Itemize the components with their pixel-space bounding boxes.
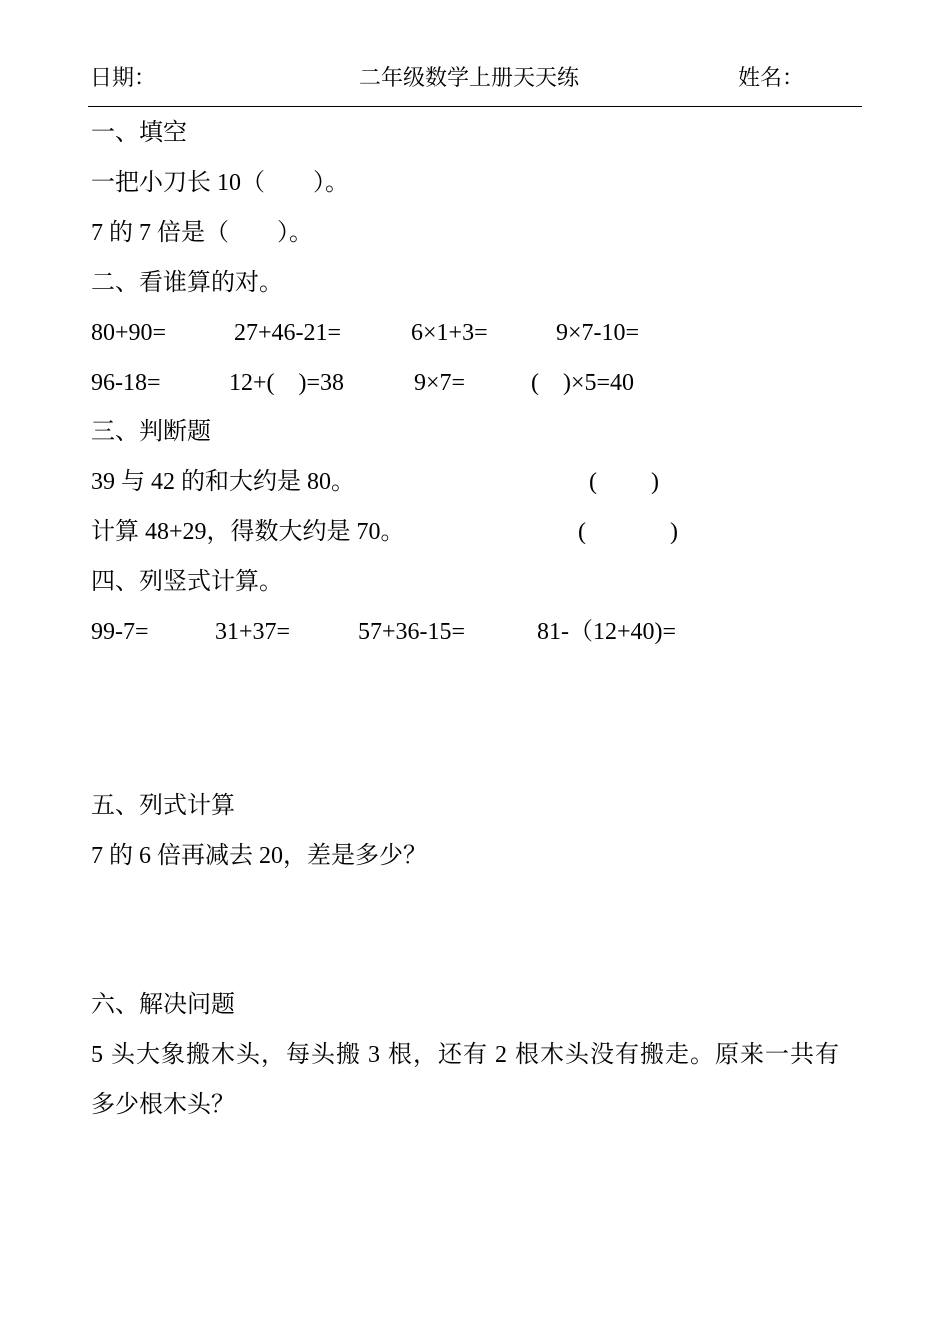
judgment-question-2: 计算 48+29，得数大约是 70。 — [91, 519, 405, 545]
header-divider — [88, 106, 862, 107]
section-1-heading: 一、填空 — [91, 120, 187, 146]
section-4-heading: 四、列竖式计算。 — [91, 569, 283, 595]
page-title: 二年级数学上册天天练 — [359, 66, 580, 91]
section-2-heading: 二、看谁算的对。 — [91, 270, 283, 296]
vertical-calc-item: 99-7= — [91, 619, 149, 645]
expression-question-1: 7 的 6 倍再减去 20，差是多少？ — [91, 843, 427, 869]
section-3-heading: 三、判断题 — [91, 419, 211, 445]
calc-item: 9×7= — [414, 370, 466, 396]
judgment-answer-bracket-1: ( ) — [589, 469, 659, 495]
judgment-question-1: 39 与 42 的和大约是 80。 — [91, 469, 355, 495]
calc-item: 9×7-10= — [556, 320, 640, 346]
calc-item: 27+46-21= — [234, 320, 342, 346]
fill-blank-question-2: 7 的 7 倍是（ ）。 — [91, 220, 313, 246]
vertical-calc-item: 81-（12+40)= — [537, 619, 677, 645]
calc-item: 96-18= — [91, 370, 161, 396]
vertical-calc-item: 57+36-15= — [358, 619, 466, 645]
calc-item: 12+( )=38 — [229, 370, 345, 396]
calc-item: ( )×5=40 — [531, 370, 635, 396]
name-label: 姓名： — [738, 66, 805, 91]
calc-item: 80+90= — [91, 320, 167, 346]
judgment-answer-bracket-2: ( ) — [578, 519, 678, 545]
word-problem-line-2: 多少根木头？ — [91, 1092, 235, 1118]
section-6-heading: 六、解决问题 — [91, 992, 235, 1018]
fill-blank-question-1: 一把小刀长 10（ ）。 — [91, 170, 349, 196]
calc-item: 6×1+3= — [411, 320, 488, 346]
word-problem-line-1: 5 头大象搬木头，每头搬 3 根，还有 2 根木头没有搬走。原来一共有 — [91, 1042, 840, 1068]
date-label: 日期： — [90, 66, 157, 91]
section-5-heading: 五、列式计算 — [91, 793, 235, 819]
vertical-calc-item: 31+37= — [215, 619, 291, 645]
